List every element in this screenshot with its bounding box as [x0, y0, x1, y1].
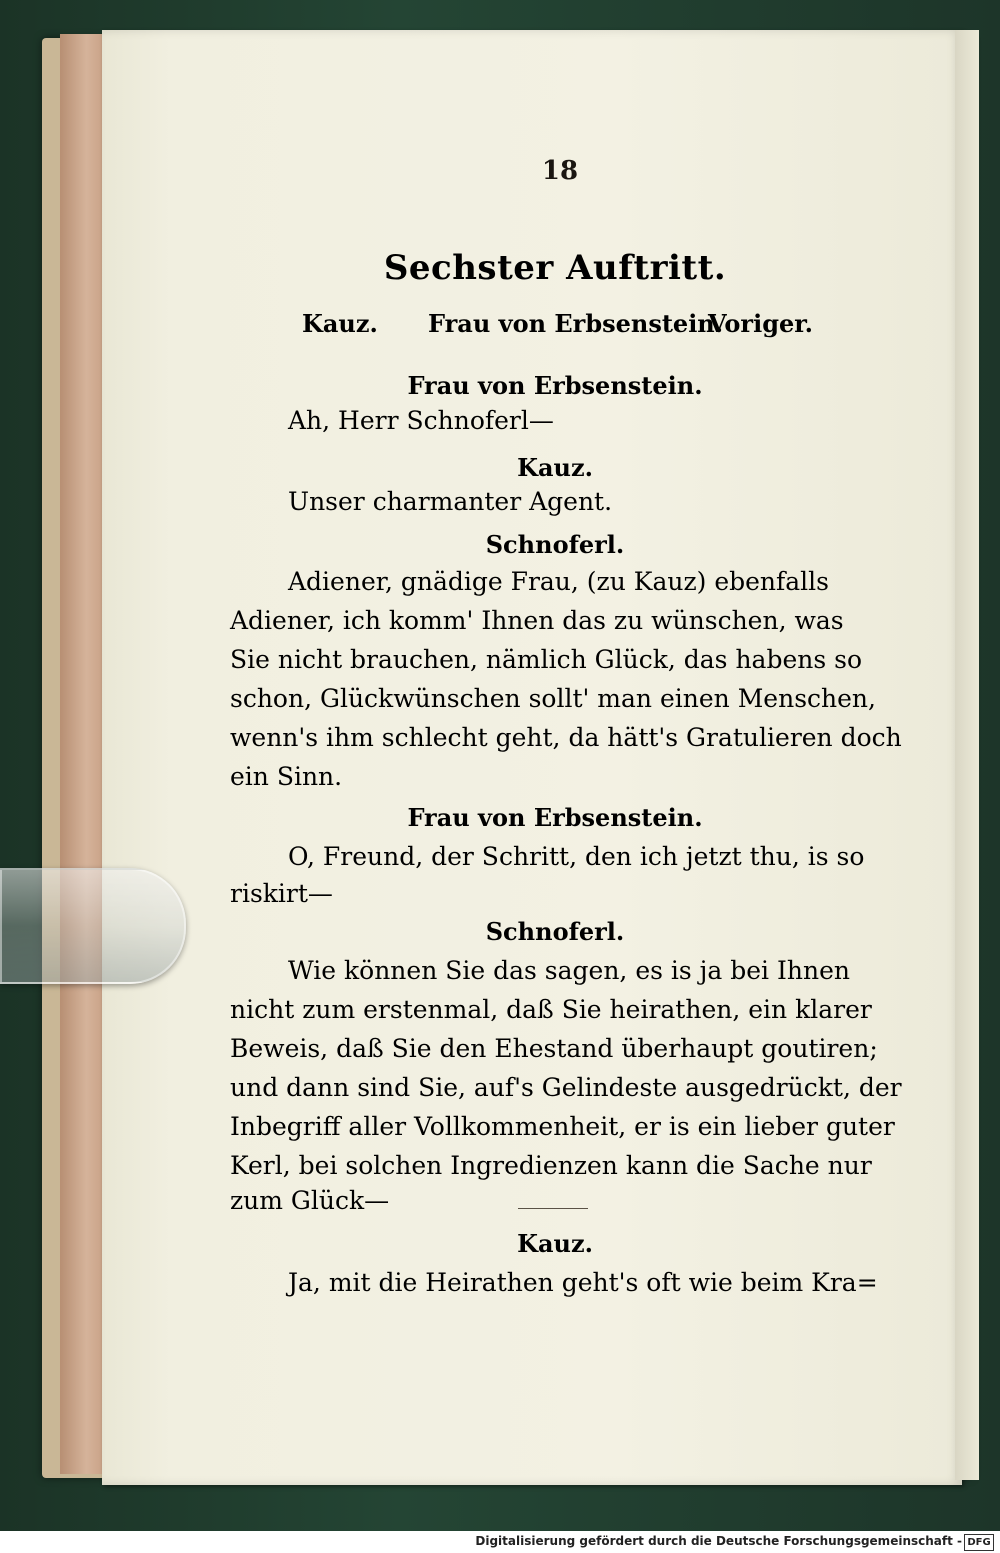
speaker-name: Frau von Erbsenstein.	[407, 803, 703, 832]
dialogue-line: riskirt—	[230, 879, 333, 908]
dialogue-line: und dann sind Sie, auf's Gelindeste ausgedrückt, der	[230, 1073, 902, 1102]
speaker-name: Kauz.	[517, 1229, 593, 1258]
cast-frau: Frau von Erbsenstein.	[428, 309, 724, 338]
scene-title: Sechster Auftritt.	[383, 248, 727, 288]
speaker-name: Kauz.	[517, 453, 593, 482]
dialogue-line: schon, Glückwünschen sollt' man einen Menschen,	[230, 684, 876, 713]
dialogue-line: Adiener, gnädige Frau, (zu Kauz) ebenfalls	[288, 567, 829, 596]
dialogue-line: ein Sinn.	[230, 762, 343, 791]
dialogue-line: Unser charmanter Agent.	[288, 487, 613, 516]
dfg-logo: DFG	[964, 1534, 994, 1551]
dialogue-line: Ah, Herr Schnoferl—	[288, 406, 554, 435]
dialogue-line: Inbegriff aller Vollkommenheit, er is ein lieber guter	[230, 1112, 895, 1141]
cast-kauz: Kauz.	[302, 309, 378, 338]
book-cover-strip	[60, 34, 104, 1474]
speaker-name: Schnoferl.	[485, 917, 625, 946]
page-right-edge	[955, 30, 979, 1480]
dialogue-line: Adiener, ich komm' Ihnen das zu wünschen, was	[230, 606, 844, 635]
section-rule	[518, 1208, 588, 1209]
dialogue-line: wenn's ihm schlecht geht, da hätt's Gratulieren doch	[230, 723, 902, 752]
speaker-name: Schnoferl.	[485, 530, 625, 559]
dialogue-line: Ja, mit die Heirathen geht's oft wie beim Kra=	[288, 1268, 878, 1297]
dialogue-line: Wie können Sie das sagen, es is ja bei Ihnen	[288, 956, 850, 985]
dialogue-line: Sie nicht brauchen, nämlich Glück, das habens so	[230, 645, 863, 674]
page-number: 18	[541, 156, 579, 186]
speaker-name: Frau von Erbsenstein.	[407, 371, 703, 400]
dialogue-line: Kerl, bei solchen Ingredienzen kann die Sache nur	[230, 1151, 872, 1180]
cast-voriger: Voriger.	[708, 309, 814, 338]
dialogue-line: nicht zum erstenmal, daß Sie heirathen, ein klarer	[230, 995, 872, 1024]
page-clip	[0, 868, 186, 984]
dialogue-line: Beweis, daß Sie den Ehestand überhaupt goutiren;	[230, 1034, 878, 1063]
dialogue-line: zum Glück—	[230, 1186, 390, 1215]
footer-bar	[0, 1531, 1000, 1553]
footer-credit: Digitalisierung gefördert durch die Deutsche Forschungsgemeinschaft -	[475, 1534, 962, 1548]
dialogue-line: O, Freund, der Schritt, den ich jetzt thu, is so	[288, 842, 865, 871]
